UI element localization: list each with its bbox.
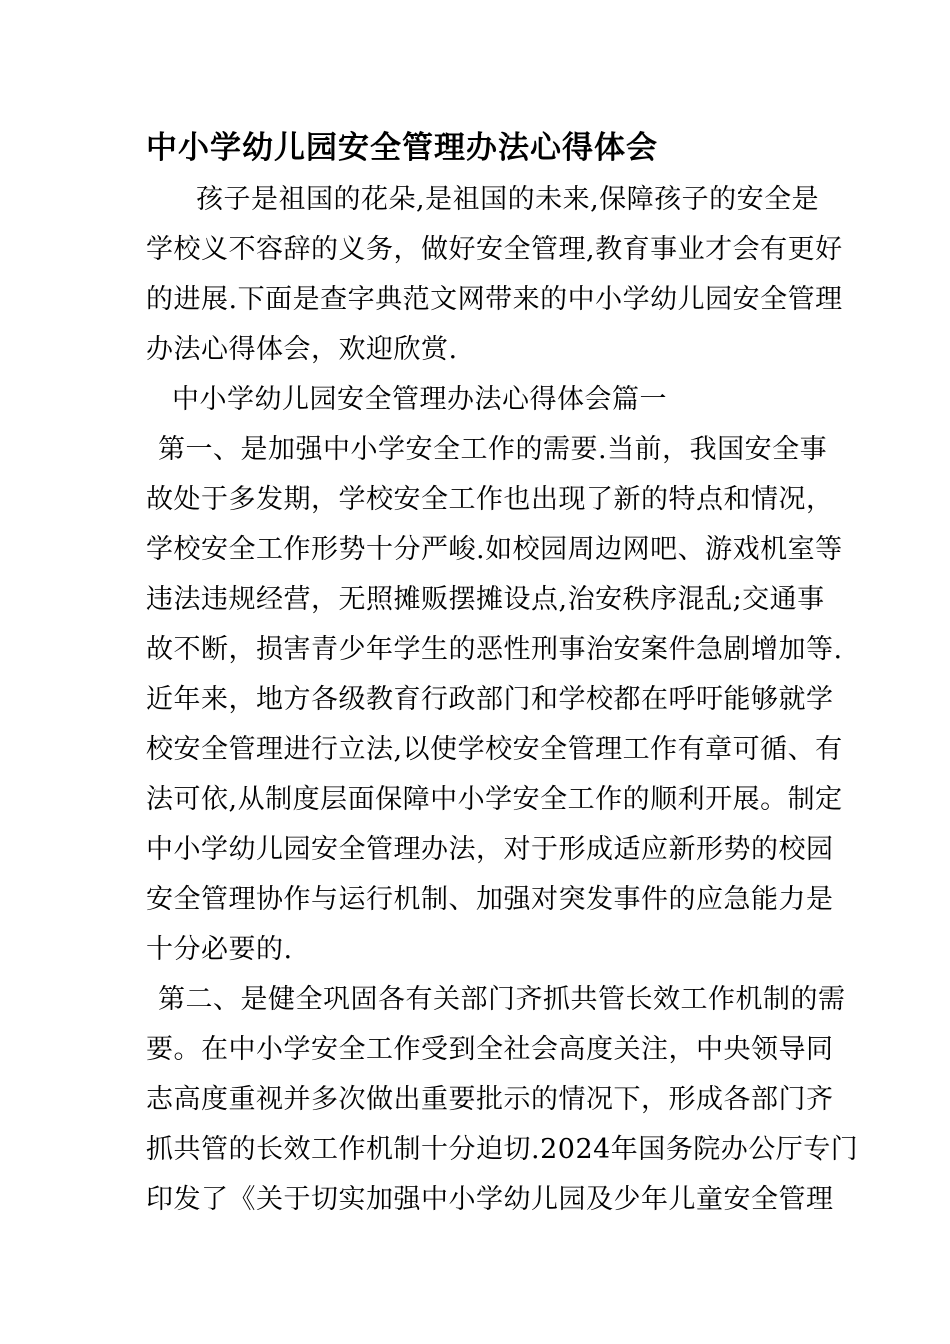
paragraph-line: 违法违规经营，无照摊贩摆摊设点,治安秩序混乱;交通事 xyxy=(146,584,825,615)
paragraph-line: 法可依,从制度层面保障中小学安全工作的顺利开展。制定 xyxy=(146,784,843,815)
paragraph-line: 学校安全工作形势十分严峻.如校园周边网吧、游戏机室等 xyxy=(146,534,843,565)
paragraph-line: 的进展.下面是查字典范文网带来的中小学幼儿园安全管理 xyxy=(146,284,843,315)
paragraph-line: 志高度重视并多次做出重要批示的情况下，形成各部门齐 xyxy=(146,1084,834,1115)
paragraph-line: 故处于多发期，学校安全工作也出现了新的特点和情况， xyxy=(146,484,834,515)
paragraph-line: 办法心得体会，欢迎欣赏. xyxy=(146,334,458,365)
paragraph-line: 孩子是祖国的花朵,是祖国的未来,保障孩子的安全是 xyxy=(196,184,820,215)
section-heading: 中小学幼儿园安全管理办法心得体会篇一 xyxy=(172,384,667,415)
paragraph-line: 第一、是加强中小学安全工作的需要.当前，我国安全事 xyxy=(158,434,828,465)
paragraph-line: 近年来，地方各级教育行政部门和学校都在呼吁能够就学 xyxy=(146,684,834,715)
document-title: 中小学幼儿园安全管理办法心得体会 xyxy=(146,130,658,166)
paragraph-line: 校安全管理进行立法,以使学校安全管理工作有章可循、有 xyxy=(146,734,843,765)
paragraph-line: 第二、是健全巩固各有关部门齐抓共管长效工作机制的需 xyxy=(158,984,846,1015)
paragraph-line: 中小学幼儿园安全管理办法，对于形成适应新形势的校园 xyxy=(146,834,834,865)
paragraph-line: 抓共管的长效工作机制十分迫切.2024年国务院办公厅专门 xyxy=(146,1134,859,1165)
paragraph-line: 印发了《关于切实加强中小学幼儿园及少年儿童安全管理 xyxy=(146,1184,834,1215)
paragraph-line: 安全管理协作与运行机制、加强对突发事件的应急能力是 xyxy=(146,884,834,915)
paragraph-line: 故不断，损害青少年学生的恶性刑事治安案件急剧增加等. xyxy=(146,634,843,665)
paragraph-line: 十分必要的. xyxy=(146,934,293,965)
paragraph-line: 要。在中小学安全工作受到全社会高度关注，中央领导同 xyxy=(146,1034,834,1065)
paragraph-line: 学校义不容辞的义务，做好安全管理,教育事业才会有更好 xyxy=(146,234,843,265)
